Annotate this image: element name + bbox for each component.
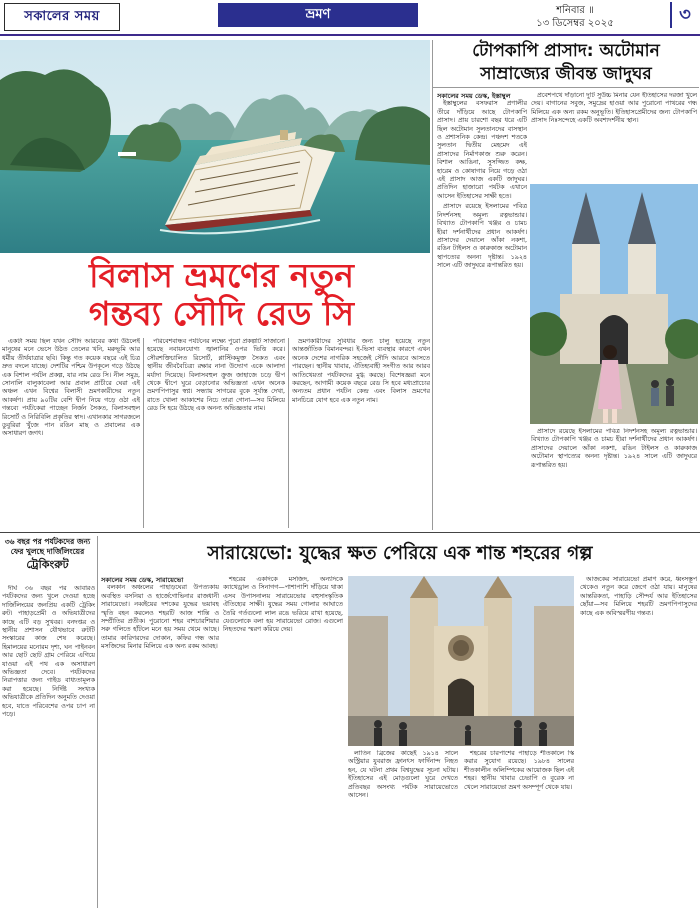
topkapi-gate-photo: [530, 184, 698, 424]
dateline: [480, 4, 670, 30]
topkapi-headline-line1: টোপকাপি প্রাসাদ: অটোমান: [472, 41, 660, 61]
sarajevo-body-col-5: [580, 576, 697, 906]
sarajevo-byline: সকালের সময় ডেস্ক, সারায়েভো: [101, 576, 184, 584]
column-divider: [97, 536, 98, 908]
sarajevo-body-col-4: [464, 750, 574, 906]
section-label: [218, 3, 418, 27]
topkapi-body-col-1-text: ইস্তাম্বুলের বসফরাস প্রণালীর তীরে দাঁড়িয়ে আছে টোপকাপি প্রাসাদ। প্রায় চারশো বছর ধরে এটি ছিল অটোমান সুলতানদের বাসস্থান ও প্রশাসনিক কেন্দ্র। পঞ্চদশ শতকে সুলতান দ্বিতীয় মেহমেদ এই প্রাসাদের নির্মাণকাজ শুরু করেন। বিশাল আঙিনা, সুসজ্জিত কক্ষ, হারেম ও কোষাগার নিয়ে গড়ে ওঠা এই প্রাসাদ আজ একটি জাদুঘর। প্রতিদিন হাজারো পর্যটক এখানে আসেন ইতিহাসের সাক্ষী হতে।: [437, 100, 527, 200]
cruise-ship-photo: [0, 40, 430, 253]
column-divider: [143, 338, 144, 528]
sarajevo-body-col-3-text: লাতিন ব্রিজের কাছেই ১৯১৪ সালে অস্ট্রিয়ার যুবরাজ ফ্রানৎস ফার্দিনান্দ নিহত হন, যে ঘটনা প্রথম বিশ্বযুদ্ধের সূচনা ঘটায়। ইতিহাসের এই মোড়গুলো ঘুরে দেখতে প্রতিবছর অসংখ্য পর্যটক সারায়েভোতে আসেন।: [348, 750, 458, 800]
topkapi-headline-line2: সাম্রাজ্যের জীবন্ত জাদুঘর: [480, 64, 652, 84]
saudi-headline-line1: বিলাস ভ্রমণের নতুন: [89, 256, 354, 295]
darjeeling-kicker: ৩৬ বছর পর পর্যটকদের জন্য ফের খুলছে দার্জিলিংয়ের: [4, 537, 91, 556]
darjeeling-title: ট্রেকিংরুট: [26, 558, 69, 571]
sarajevo-body-col-1-text: বলকান অঞ্চলের পাহাড়ঘেরা উপত্যকায় অবস্থিত বসনিয়া ও হার্জেগোভিনার রাজধানী সারায়েভো। নব্বইয়ের দশকের যুদ্ধের ভয়াবহ স্মৃতি বহন করলেও শহরটি আজ শান্তি ও সম্প্রীতির প্রতীক। পুরোনো শহর বাশচারশিয়ার সরু গলিতে হাঁটলে মনে হয় সময় থেমে আছে। তামার কারিগরদের দোকান, কফির গন্ধ আর মসজিদের মিনার মিলিয়ে এক অন্য রকম আবহ।: [101, 584, 219, 651]
topkapi-body-col-2: [531, 92, 697, 182]
masthead-logo: [4, 3, 120, 31]
column-divider: [432, 40, 433, 530]
topkapi-byline: সকালের সময় ডেস্ক, ইস্তাম্বুল: [437, 92, 511, 100]
saudi-body-col-1: [2, 338, 140, 528]
topkapi-body-col-3-text: প্রাসাদে রয়েছে ইসলামের পবিত্র নিদর্শনসহ অমূল্য রত্নভান্ডার। বিখ্যাত টোপকাপি খঞ্জর ও চামচ হীরা দর্শনার্থীদের প্রধান আকর্ষণ। প্রাসাদের দেয়ালে আঁকা নকশা, রঙিন টাইলস ও কারুকাজ অটোমান স্থাপত্যের অনন্য দৃষ্টান্ত। ১৯২৪ সালে এটি জাদুঘরে রূপান্তরিত হয়।: [531, 428, 697, 469]
saudi-body-col-1-text: একটা সময় ছিল যখন সৌদি আরবের কথা উঠলেই মানুষের মনে ভেসে উঠত তেলের খনি, মরুভূমি আর ধর্মীয় তীর্থযাত্রার ছবি। কিন্তু গত কয়েক বছরে এই চিত্র দ্রুত বদলে যাচ্ছে। দেশটির পশ্চিম উপকূলে গড়ে উঠছে এক বিশাল পর্যটন প্রকল্প, যার নাম রেড সি। নীল সমুদ্র, সোনালি বালুকাবেলা আর প্রবাল প্রাচীরে ঘেরা এই অঞ্চল এখন বিশ্বের বিলাসী ভ্রমণকারীদের নতুন আকর্ষণ। প্রায় ৯০টির বেশি দ্বীপ নিয়ে গড়ে ওঠা এই গন্তব্যে পর্যটকেরা পাচ্ছেন নির্জন সৈকত, বিলাসবহুল রিসোর্ট ও নিরিবিলি প্রকৃতির স্বাদ। এখানকার সাগরজলে ডুবুরিরা খুঁজে পান রঙিন মাছ ও প্রবালের এক অসাধারণ জগৎ।: [2, 338, 140, 438]
dateline-day: শনিবার ॥: [556, 5, 594, 16]
topkapi-body-col-1: [437, 92, 527, 528]
sarajevo-body-col-5-text: আজকের সারায়েভো প্রমাণ করে, ধ্বংসস্তূপ থেকেও নতুন করে জেগে ওঠা যায়। মানুষের আন্তরিকতা, পাহাড়ি সৌন্দর্য আর ইতিহাসের ছোঁয়া—সব মিলিয়ে শহরটি ভ্রমণপিপাসুদের কাছে এক অবিস্মরণীয় গন্তব্য।: [580, 576, 697, 617]
sarajevo-body-col-2-text: শহরের একদিকে মসজিদ, অন্যদিকে ক্যাথেড্রাল ও সিনাগগ—পাশাপাশি দাঁড়িয়ে থাকা এসব উপাসনালয় সারায়েভোর বহুসাংস্কৃতিক ঐতিহ্যের সাক্ষী। যুদ্ধের সময় গোলার আঘাতে তৈরি গর্তগুলো লাল রঙে ভরিয়ে রাখা হয়েছে, যেগুলোকে বলা হয় সারায়েভো রোজ। এগুলো নিহতদের স্মরণ করিয়ে দেয়।: [223, 576, 343, 634]
section-label-text: ভ্রমণ: [305, 6, 331, 22]
saudi-headline: [14, 257, 429, 335]
sarajevo-body-col-3: [348, 750, 458, 906]
sarajevo-body-col-2: [223, 576, 343, 906]
saudi-body-col-2: [147, 338, 285, 528]
topkapi-body-col-3: [531, 428, 697, 528]
darjeeling-body-text: দীর্ঘ ৩৬ বছর পর আবারও পর্যটকদের জন্য খুলে দেওয়া হচ্ছে দার্জিলিংয়ের জনপ্রিয় একটি ট্রেকিং রুট। পাহাড়প্রেমী ও অভিযাত্রীদের কাছে এটি বড় সুখবর। বনদপ্তর ও স্থানীয় প্রশাসন যৌথভাবে রুটটি সংস্কারের কাজ শেষ করেছে। হিমালয়ের মনোরম দৃশ্য, ঘন পাইনবন আর ছোট ছোট গ্রাম পেরিয়ে এগিয়ে যাওয়া এই পথ এক অসাধারণ অভিজ্ঞতা দেবে। পর্যটকদের নিরাপত্তার জন্য গাইড বাধ্যতামূলক করা হয়েছে। নির্দিষ্ট সংখ্যক অভিযাত্রীকে প্রতিদিন অনুমতি দেওয়া হবে, যাতে পরিবেশের ওপর চাপ না পড়ে।: [2, 585, 95, 719]
darjeeling-headline: [0, 537, 95, 571]
section-divider: [0, 532, 700, 533]
masthead-text: সকালের সময়: [24, 8, 100, 24]
topkapi-body-col-1b-text: প্রাসাদে রয়েছে ইসলামের পবিত্র নিদর্শনসহ অমূল্য রত্নভান্ডার। বিখ্যাত টোপকাপি খঞ্জর ও চামচ হীরা দর্শনার্থীদের প্রধান আকর্ষণ। প্রাসাদের দেয়ালে আঁকা নকশা, রঙিন টাইলস ও কারুকাজ অটোমান স্থাপত্যের অনন্য দৃষ্টান্ত। ১৯২৪ সালে এটি জাদুঘরে রূপান্তরিত হয়।: [437, 203, 527, 270]
darjeeling-body: [2, 585, 95, 907]
saudi-body-col-3: [292, 338, 430, 528]
topkapi-body-col-2-text: প্রবেশপথে দাঁড়ানো দুটি সুউচ্চ মিনার যেন ইতিহাসের দরজা খুলে দেয়। বাগানের সবুজ, সমুদ্রের হাওয়া আর পুরোনো পাথরের গন্ধ মিলিয়ে এক অন্য রকম অনুভূতি। ইতিহাসপ্রেমীদের জন্য টোপকাপি প্রাসাদ নিঃসন্দেহে একটি অবশ্যদর্শনীয় স্থান।: [531, 92, 697, 125]
sarajevo-body-col-1: [101, 576, 219, 906]
page-number: ৩: [670, 2, 698, 28]
column-divider: [288, 338, 289, 528]
sarajevo-headline: [100, 540, 700, 570]
sarajevo-headline-text: সারায়েভো: যুদ্ধের ক্ষত পেরিয়ে এক শান্ত শহরের গল্প: [207, 543, 593, 564]
dateline-date: ১৩ ডিসেম্বর ২০২৫: [536, 18, 614, 29]
saudi-body-col-3-text: ভ্রমণকারীদের সুবিধার জন্য চালু হয়েছে নতুন আন্তর্জাতিক বিমানবন্দর। ই-ভিসা ব্যবস্থার কারণে এখন অনেক দেশের নাগরিক সহজেই সৌদি আরবে আসতে পারছেন। স্থানীয় খাবার, ঐতিহ্যবাহী সংগীত আর আরব আতিথেয়তা পর্যটকদের মুগ্ধ করছে। বিশেষজ্ঞরা মনে করছেন, আগামী কয়েক বছরে রেড সি হবে মধ্যপ্রাচ্যের অন্যতম প্রধান পর্যটন কেন্দ্র এবং বিলাস ভ্রমণের মানচিত্রে যোগ হবে এক নতুন নাম।: [292, 338, 430, 404]
topkapi-headline: [433, 40, 699, 88]
saudi-body-col-2-text: পরিবেশবান্ধব পর্যটনের লক্ষ্যে পুরো প্রকল্পটি সাজানো হয়েছে নবায়নযোগ্য জ্বালানির ওপর ভিত্তি করে। সৌরশক্তিচালিত রিসোর্ট, প্লাস্টিকমুক্ত সৈকত এবং স্থানীয় জীববৈচিত্র্য রক্ষার নানা উদ্যোগ একে আলাদা মর্যাদা দিয়েছে। বিলাসবহুল ক্রুজ জাহাজে চড়ে দ্বীপ থেকে দ্বীপে ঘুরে বেড়ানোর অভিজ্ঞতা এখন অনেক ভ্রমণপিপাসুর স্বপ্ন। সন্ধ্যায় সাগরের বুকে সূর্যাস্ত দেখা, রাতে খোলা আকাশের নিচে তারা গোনা—সব মিলিয়ে রেড সি হয়ে উঠছে এক অনন্য অভিজ্ঞতার নাম।: [147, 338, 285, 413]
sarajevo-cathedral-photo: [348, 576, 574, 746]
saudi-headline-line2: গন্তব্য সৌদি রেড সি: [88, 294, 355, 333]
sarajevo-body-col-4-text: শহরের চারপাশের পাহাড়ে শীতকালে স্কি করার সুযোগ রয়েছে। ১৯৮৪ সালের শীতকালীন অলিম্পিকের আয়োজক ছিল এই শহর। স্থানীয় খাবার চেভাপি ও বুরেক না খেলে সারায়েভো ভ্রমণ অসম্পূর্ণ থেকে যায়।: [464, 750, 574, 791]
